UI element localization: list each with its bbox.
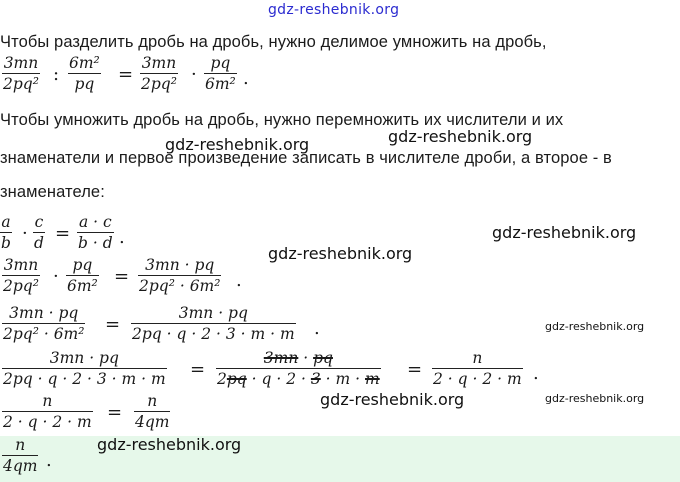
- denominator: 2pq²: [141, 75, 177, 94]
- numerator: 3mn: [141, 54, 177, 72]
- cancelled-term: pq: [226, 370, 247, 389]
- period: .: [314, 318, 320, 339]
- factor: 2: [217, 370, 227, 389]
- colon-operator: :: [53, 64, 60, 85]
- numerator: n: [147, 392, 158, 410]
- numerator: n: [15, 436, 26, 454]
- answer-fraction-n-over-4qm: [2, 436, 38, 475]
- fraction-n-over-2q2m: [432, 349, 523, 388]
- numerator: n: [472, 349, 483, 367]
- denominator: 2pq²: [3, 75, 39, 94]
- numerator: a · c: [78, 213, 112, 231]
- watermark: gdz-reshebnik.org: [545, 392, 645, 405]
- denominator: b · d: [78, 234, 113, 253]
- equals-sign: =: [107, 402, 123, 423]
- denominator: 2 · q · 2 · m: [3, 413, 92, 432]
- equals-sign: =: [118, 64, 134, 85]
- watermark: gdz-reshebnik.org: [492, 223, 637, 242]
- numerator: 3mn · pq: [178, 304, 248, 322]
- cancelled-term: pq: [313, 349, 333, 367]
- equals-sign: =: [190, 359, 206, 380]
- numerator: n: [42, 392, 53, 410]
- watermark: gdz-reshebnik.org: [268, 244, 413, 263]
- period: .: [243, 68, 249, 89]
- watermark: gdz-reshebnik.org: [97, 435, 242, 454]
- denominator: 6m²: [205, 75, 236, 94]
- denominator: 2pq · q · 2 · 3 · m · m: [3, 370, 166, 389]
- denominator: pq: [74, 75, 95, 94]
- equals-sign: =: [105, 314, 121, 335]
- numerator: 3mn · pq: [9, 304, 79, 322]
- denominator: [216, 370, 381, 388]
- factor: · m ·: [320, 370, 366, 389]
- watermark: gdz-reshebnik.org: [320, 390, 465, 409]
- fraction-n-over-2q2m: [2, 392, 93, 431]
- numerator: 3mn · pq: [145, 256, 215, 274]
- denominator: 2pq² · 6m²: [139, 277, 221, 296]
- numerator: 6m²: [69, 54, 100, 72]
- fraction-6m2-over-pq: [68, 54, 101, 93]
- dot-operator: ·: [53, 266, 59, 287]
- fraction-a-over-b: [0, 213, 12, 252]
- rule-text-multiplication-cont: знаменатели и первое произведение записать в числителе дроби, а второе - в: [0, 149, 612, 167]
- fraction-product: [2, 304, 85, 343]
- cancelled-term: 3mn: [263, 349, 299, 367]
- numerator: 3mn: [3, 54, 39, 72]
- numerator: pq: [72, 256, 93, 274]
- numerator: 3mn · pq: [49, 349, 119, 367]
- fraction-pq-over-6m2: [204, 54, 237, 93]
- denominator: 6m²: [67, 277, 98, 296]
- fraction-expanded: [131, 304, 296, 343]
- watermark: gdz-reshebnik.org: [545, 320, 645, 333]
- equals-sign: =: [407, 359, 423, 380]
- equals-sign: =: [114, 266, 130, 287]
- fraction-3mn-over-2pq2: [140, 54, 178, 93]
- denominator: d: [34, 234, 44, 253]
- fraction-c-over-d: [33, 213, 45, 252]
- fraction-expanded: [2, 349, 167, 388]
- period: .: [533, 363, 539, 384]
- watermark: gdz-reshebnik.org: [165, 135, 310, 154]
- numerator: a: [1, 213, 11, 231]
- fraction-pq-over-6m2: [66, 256, 99, 295]
- rule-text-denominator: знаменателе:: [0, 183, 105, 201]
- denominator: b: [1, 234, 11, 253]
- numerator: c: [34, 213, 44, 231]
- factor: · q · 2 ·: [246, 370, 311, 389]
- equals-sign: =: [55, 223, 71, 244]
- period: .: [46, 450, 52, 471]
- fraction-product: [138, 256, 221, 295]
- numerator: pq: [210, 54, 231, 72]
- numerator: 3mn: [3, 256, 39, 274]
- denominator: 4qm: [135, 413, 170, 432]
- numerator: [263, 349, 334, 367]
- denominator: 2pq² · 6m²: [3, 325, 85, 344]
- cancelled-term: m: [365, 370, 380, 389]
- operator: ·: [298, 349, 314, 367]
- fraction-n-over-4qm: [134, 392, 170, 431]
- denominator: 2pq²: [3, 277, 39, 296]
- fraction-ac-over-bd: [77, 213, 114, 252]
- fraction-3mn-over-2pq2: [2, 256, 40, 295]
- denominator: 2pq · q · 2 · 3 · m · m: [132, 325, 295, 344]
- fraction-3mn-over-2pq2: [2, 54, 40, 93]
- period: .: [236, 270, 242, 291]
- dot-operator: ·: [22, 223, 28, 244]
- cancelled-term: 3: [310, 370, 321, 389]
- rule-text-division: Чтобы разделить дробь на дробь, нужно делимое умножить на дробь,: [0, 33, 547, 51]
- denominator: 2 · q · 2 · m: [433, 370, 522, 389]
- period: .: [119, 227, 125, 248]
- denominator: 4qm: [3, 457, 38, 476]
- watermark: gdz-reshebnik.org: [388, 127, 533, 146]
- watermark-top: gdz-reshebnik.org: [268, 2, 400, 18]
- rule-text-multiplication: Чтобы умножить дробь на дробь, нужно перемножить их числители и их: [0, 111, 564, 129]
- fraction-cancelled: [216, 349, 381, 388]
- dot-operator: ·: [191, 64, 197, 85]
